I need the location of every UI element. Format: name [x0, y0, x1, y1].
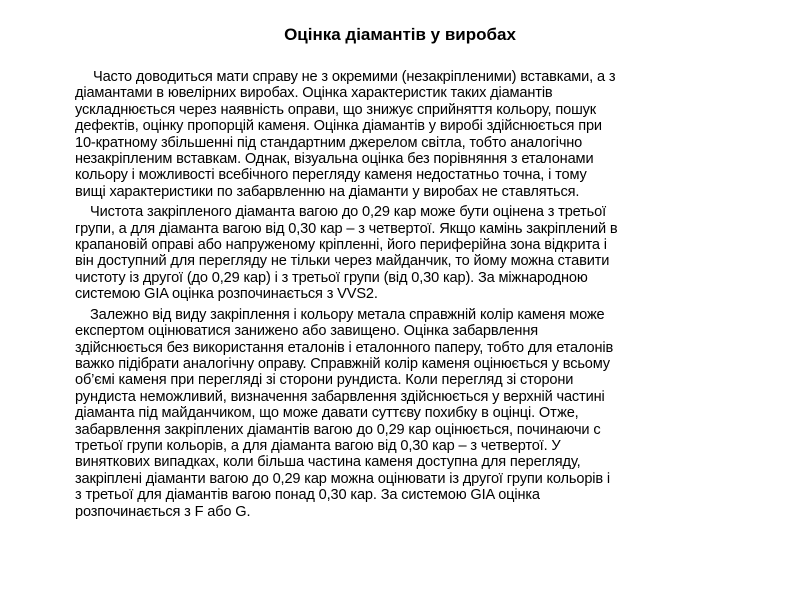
text-line: ускладнюється через наявність оправи, що знижує сприйняття кольору, пошук: [75, 101, 597, 118]
text-line: експертом оцінюватися занижено або завищено. Оцінка забарвлення: [75, 323, 539, 340]
paragraph-clarity: [75, 204, 737, 302]
text-line: рундиста неможливий, визначення забарвлення здійснюється у верхній частині: [75, 388, 605, 405]
text-line: дефектів, оцінку пропорцій каменя. Оцінка діамантів у виробі здійснюється при: [75, 118, 602, 135]
paragraph-color-grading: [75, 307, 737, 520]
text-line: об’ємі каменя при перегляді зі сторони рундиста. Коли перегляд зі сторони: [75, 372, 574, 389]
text-line: Залежно від виду закріплення і кольору метала справжній колір каменя може: [90, 306, 605, 323]
text-line: крапановій оправі або напруженому кріпленні, його периферійна зона відкрита і: [75, 237, 607, 254]
text-line: кольору і можливості всебічного перегляду каменя недостатньо точна, і тому: [75, 167, 587, 184]
text-line: 10-кратному збільшенні під стандартним джерелом світла, тобто аналогічно: [75, 134, 583, 151]
text-line: чистоту із другої (до 0,29 кар) і з третьої групи (від 0,30 кар). За міжнародною: [75, 269, 588, 286]
text-line: Часто доводиться мати справу не з окремими (незакріпленими) вставками, а з: [93, 69, 616, 85]
text-line: третьої групи кольорів, а для діаманта вагою від 0,30 кар – з четвертої. У: [75, 437, 561, 454]
text-line: Чистота закріпленого діаманта вагою до 0,29 кар може бути оцінена з третьої: [90, 204, 607, 221]
text-line: незакріпленим вставкам. Однак, візуальна оцінка без порівняння з еталонами: [75, 151, 594, 168]
text-line: виняткових випадках, коли більша частина каменя доступна для перегляду,: [75, 454, 581, 471]
text-line: важко підібрати аналогічну оправу. Справжній колір каменя оцінюється у всьому: [75, 355, 610, 372]
text-line: здійснюється без використання еталонів і еталонного паперу, тобто для еталонів: [75, 339, 614, 356]
paragraph-mounted-diamonds-intro: [75, 69, 737, 200]
text-line: він доступний для перегляду не тільки через майданчик, то йому можна ставити: [75, 253, 610, 270]
slide-title: Оцінка діамантів у виробах: [284, 25, 516, 44]
text-line: з третьої для діамантів вагою понад 0,30 кар. За системою GIA оцінка: [75, 487, 540, 504]
text-line: діаманта під майданчиком, що може давати суттєву похибку в оцінці. Отже,: [75, 405, 579, 422]
text-line: діамантами в ювелірних виробах. Оцінка характеристик таких діамантів: [75, 85, 553, 102]
text-line: розпочинається з F або G.: [75, 503, 251, 520]
slide-body: [75, 69, 737, 520]
text-line: забарвлення закріплених діамантів вагою до 0,29 кар оцінюється, починаючи с: [75, 421, 601, 438]
text-line: закріплені діаманти вагою до 0,29 кар можна оцінювати із другої групи кольорів і: [75, 470, 611, 487]
text-line: системою GIA оцінка розпочинається з VVS2.: [75, 286, 378, 303]
text-line: вищі характеристики по забарвленню на діаманти у виробах не ставляться.: [75, 183, 580, 200]
text-line: групи, а для діаманта вагою від 0,30 кар – з четвертої. Якщо камінь закріплений в: [75, 220, 618, 237]
